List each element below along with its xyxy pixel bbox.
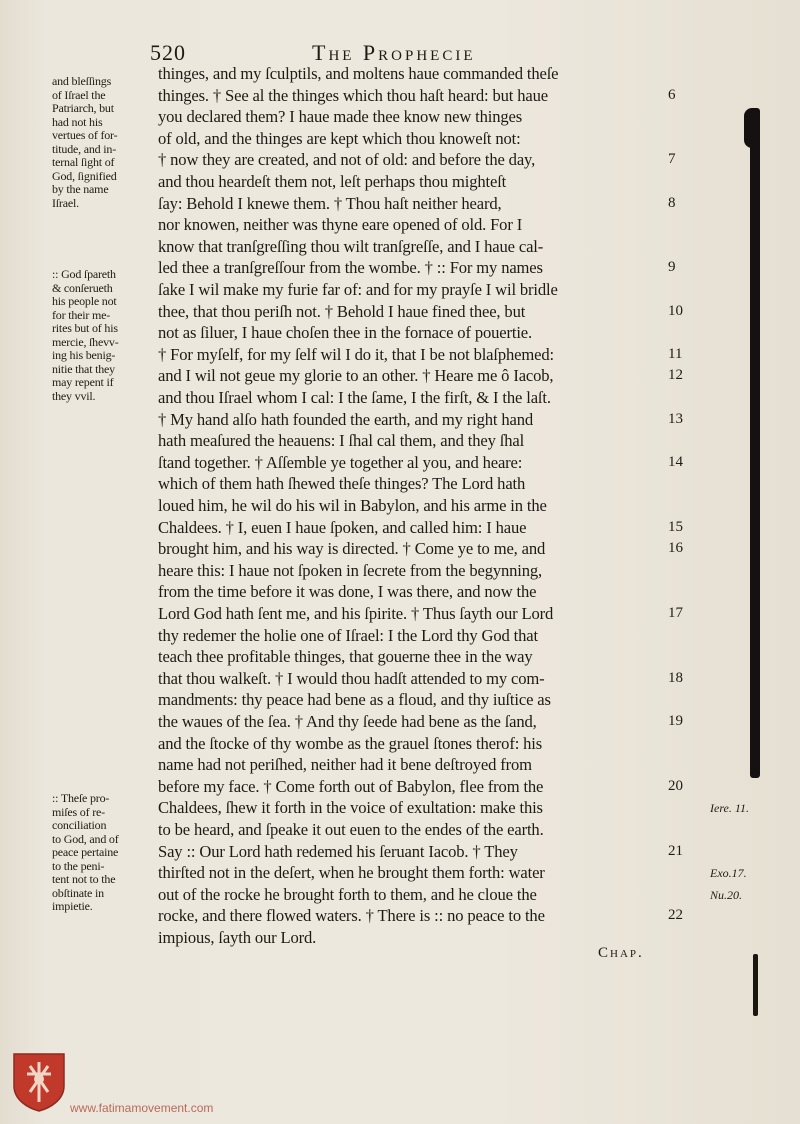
cross-reference: Exo.17. [710, 866, 747, 881]
text-line: you declared them? I haue made thee know new thinges [158, 107, 523, 127]
margin-note-line: conciliation [52, 818, 107, 832]
page-number: 520 [150, 40, 186, 65]
text-line: which of them hath ſhewed theſe thinges? The Lord hath [158, 474, 526, 494]
margin-note-line: for their me- [52, 307, 111, 322]
text-line: rocke, and there flowed waters. † There is :: no peace to the [158, 906, 545, 926]
text-line: teach thee profitable thinges, that gouerne thee in the way [158, 647, 533, 667]
text-line: the waues of the ſea. † And thy ſeede had bene as the ſand, [158, 712, 537, 731]
verse-number: 20 [668, 777, 683, 794]
text-line: Chaldees, ſhew it forth in the voice of exultation: make this [158, 798, 543, 818]
margin-note-line: :: Theſe pro- [52, 791, 110, 805]
margin-note-line: obſtinate in [52, 885, 104, 900]
margin-note-2 [52, 268, 162, 403]
margin-note-line: had not his [52, 114, 103, 129]
text-line: mandments: thy peace had bene as a floud, and thy iuſtice as [158, 690, 551, 710]
verse-number: 10 [668, 302, 683, 319]
margin-note-line: nitie that they [52, 361, 115, 376]
margin-note-line: vertues of for- [52, 128, 118, 142]
margin-note-line: mercie, ſhevv- [52, 334, 119, 349]
text-line: brought him, and his way is directed. † Come ye to me, and [158, 539, 546, 559]
text-line: Say :: Our Lord hath redemed his ſeruant Iacob. † They [158, 841, 518, 861]
text-line: ſake I wil make my furie far of: and for my prayſe I wil bridle [158, 280, 558, 299]
text-line: and thou heardeſt them not, leſt perhaps thou mighteſt [158, 172, 507, 191]
text-line: out of the rocke he brought forth to them, and he cloue the [158, 884, 537, 904]
margin-note-line: titude, and in- [52, 141, 116, 156]
text-line: Chaldees. † I, euen I haue ſpoken, and called him: I haue [158, 517, 527, 537]
margin-note-line: :: God ſpareth [52, 267, 116, 281]
cross-reference: Nu.20. [710, 887, 743, 902]
text-line: loued him, he wil do his wil in Babylon, and his arme in the [158, 496, 547, 515]
text-line: thee, that thou periſh not. † Behold I haue fined thee, but [158, 301, 526, 321]
text-line: thirſted not in the deſert, when he brought them forth: water [158, 863, 545, 883]
margin-note-line: ing his benig- [52, 348, 116, 362]
margin-note-line: may repent if [52, 375, 114, 389]
verse-number: 14 [668, 453, 683, 470]
verse-number: 13 [668, 410, 683, 427]
margin-note-line: to God, and of [52, 831, 119, 846]
margin-note-line: they vvil. [52, 388, 96, 403]
verse-number: 19 [668, 713, 683, 729]
text-line: and thou Iſrael whom I cal: I the ſame, I the firſt, & I the laſt. [158, 388, 551, 407]
text-line: ſtand together. † Aſſemble ye together al you, and heare: [158, 452, 523, 472]
text-line: that thou walkeſt. † I would thou hadſt attended to my com- [158, 668, 545, 688]
margin-note-line: tent not to the [52, 872, 116, 886]
lower-margin-bar [753, 954, 758, 1016]
margin-note-line: ternal ſight of [52, 155, 115, 169]
text-line: not as ſiluer, I haue choſen thee in the fornace of pouertie. [158, 323, 532, 343]
verse-number: 6 [668, 86, 676, 103]
shield-logo-icon [12, 1052, 66, 1112]
text-line: thy redemer the holie one of Iſrael: I the Lord thy God that [158, 625, 538, 645]
text-line: led thee a tranſgreſſour from the wombe. † :: For my names [158, 258, 543, 278]
margin-note-line: & conſerueth [52, 280, 113, 295]
text-line: know that tranſgreſſing thou wilt tranſgreſſe, and I haue cal- [158, 236, 544, 256]
text-line: heare this: I haue not ſpoken in ſecrete from the begynning, [158, 560, 543, 580]
text-line: before my face. † Come forth out of Babylon, flee from the [158, 776, 544, 796]
verse-number: 18 [668, 669, 683, 686]
verse-number: 11 [668, 345, 683, 362]
margin-note-line: peace pertaine [52, 845, 119, 859]
watermark-url[interactable]: www.fatimamovement.com [70, 1101, 214, 1115]
margin-note-line: Patriarch, but [52, 101, 114, 115]
margin-note-line: and bleſſings [52, 74, 112, 88]
text-line: to be heard, and ſpeake it out euen to the endes of the earth. [158, 820, 544, 839]
text-line: † My hand alſo hath founded the earth, and my right hand [158, 409, 534, 429]
text-line: nor knowen, neither was thyne eare opened of old. For I [158, 215, 523, 235]
verse-number: 8 [668, 194, 676, 211]
verse-number: 22 [668, 907, 683, 924]
margin-note-3 [52, 792, 162, 914]
text-line: name had not periſhed, neither had it bene deſtroyed from [158, 755, 532, 775]
margin-note-line: God, ſignified [52, 168, 117, 183]
catchword: Chap. [598, 945, 644, 961]
text-line: from the time before it was done, I was there, and now the [158, 582, 537, 602]
verse-number: 15 [668, 518, 683, 535]
text-line: thinges. † See al the thinges which thou haſt heard: but haue [158, 85, 548, 105]
verse-number: 7 [668, 151, 676, 168]
margin-note-line: rites but of his [52, 321, 118, 335]
text-line: † For myſelf, for my ſelf wil I do it, that I be not blaſphemed: [158, 344, 554, 364]
margin-note-1 [52, 75, 162, 210]
scroll-bar [750, 110, 760, 778]
running-title: The Prophecie [312, 40, 476, 65]
text-line: of old, and the thinges are kept which thou knoweſt not: [158, 128, 521, 148]
text-line: ſay: Behold I knewe them. † Thou haſt neither heard, [158, 193, 502, 213]
margin-note-line: by the name [52, 182, 109, 196]
margin-note-line: impietie. [52, 899, 93, 913]
verse-number: 21 [668, 842, 683, 859]
margin-note-line: Iſrael. [52, 195, 79, 210]
verse-number: 17 [668, 605, 683, 621]
verse-number: 12 [668, 367, 683, 384]
margin-note-line: miſes of re- [52, 804, 105, 819]
text-line: and the ſtocke of thy wombe as the grauel ſtones therof: his [158, 733, 543, 753]
verse-number: 16 [668, 540, 683, 557]
text-line: hath meaſured the heauens: I ſhal cal them, and they ſhal [158, 431, 525, 451]
cross-reference: Iere. 11. [710, 801, 749, 816]
text-line: impious, ſayth our Lord. [158, 928, 317, 947]
text-line: and I wil not geue my glorie to an other. † Heare me ô Iacob, [158, 366, 554, 386]
text-line: † now they are created, and not of old: and before the day, [158, 150, 536, 170]
text-line: thinges, and my ſculptils, and moltens haue commanded theſe [158, 64, 559, 83]
margin-note-line: of Iſrael the [52, 87, 106, 102]
margin-note-line: to the peni- [52, 858, 105, 873]
text-line: Lord God hath ſent me, and his ſpirite. † Thus ſayth our Lord [158, 604, 554, 623]
verse-number: 9 [668, 259, 676, 276]
margin-note-line: his people not [52, 294, 117, 308]
